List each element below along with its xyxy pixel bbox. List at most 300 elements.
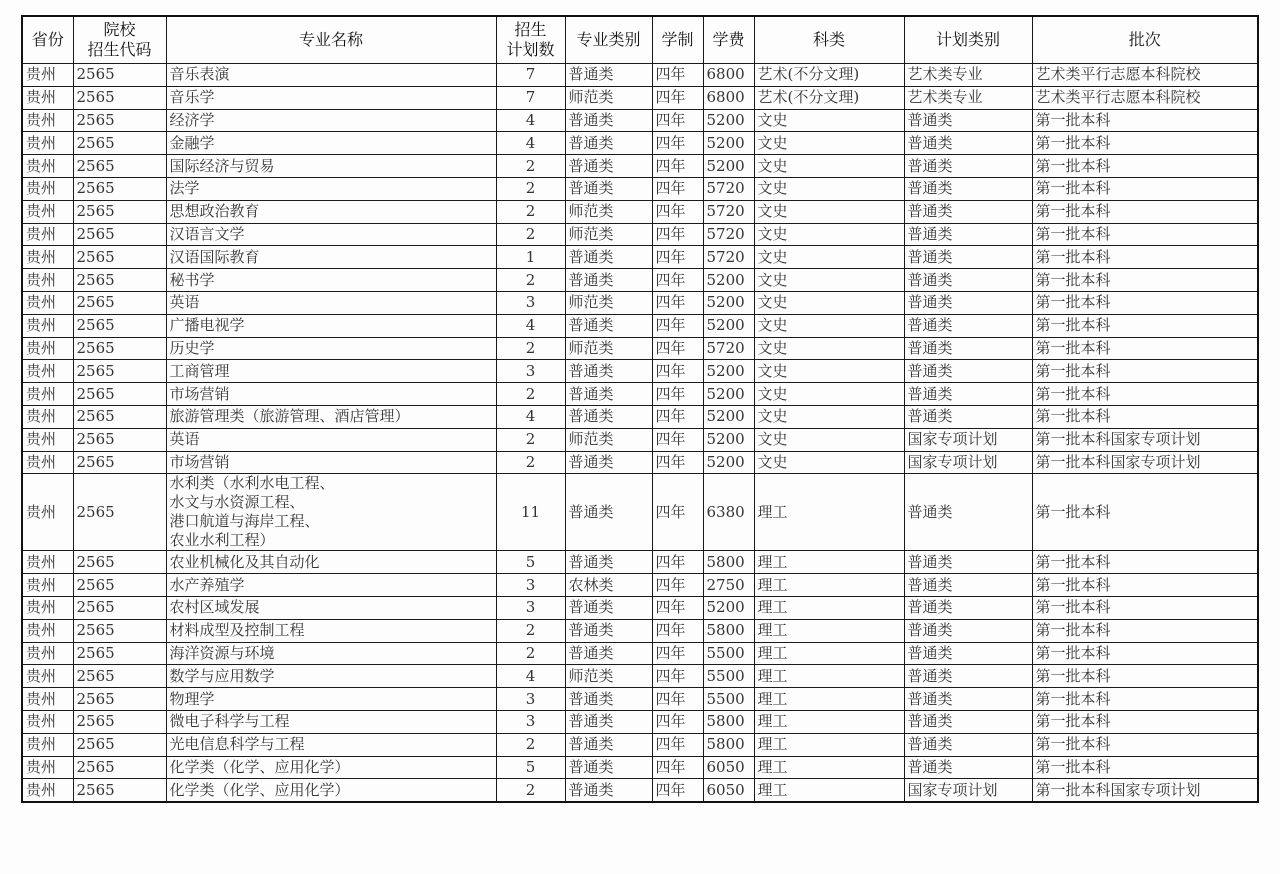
cell-plan-type: 普通类 (904, 132, 1032, 155)
cell-major-name: 水利类（水利水电工程、 水文与水资源工程、 港口航道与海岸工程、 农业水利工程） (166, 474, 496, 551)
cell-batch: 第一批本科 (1032, 291, 1258, 314)
cell-batch: 第一批本科 (1032, 246, 1258, 269)
cell-duration: 四年 (652, 132, 703, 155)
cell-school-code: 2565 (73, 314, 166, 337)
cell-batch: 第一批本科 (1032, 733, 1258, 756)
cell-batch: 第一批本科 (1032, 619, 1258, 642)
cell-province: 贵州 (22, 291, 73, 314)
cell-plan-count: 3 (496, 688, 565, 711)
cell-plan-type: 艺术类专业 (904, 64, 1032, 87)
cell-tuition: 5500 (703, 665, 754, 688)
cell-plan-type: 普通类 (904, 596, 1032, 619)
cell-tuition: 5720 (703, 223, 754, 246)
cell-province: 贵州 (22, 86, 73, 109)
table-row (22, 177, 1258, 200)
cell-plan-type: 普通类 (904, 177, 1032, 200)
cell-batch: 第一批本科 (1032, 688, 1258, 711)
table-row (22, 360, 1258, 383)
cell-plan-count: 2 (496, 642, 565, 665)
cell-duration: 四年 (652, 688, 703, 711)
cell-subject-type: 文史 (754, 405, 904, 428)
cell-major-category: 师范类 (565, 200, 652, 223)
cell-plan-count: 3 (496, 710, 565, 733)
cell-subject-type: 文史 (754, 337, 904, 360)
table-row (22, 132, 1258, 155)
cell-plan-count: 2 (496, 451, 565, 474)
cell-subject-type: 文史 (754, 360, 904, 383)
cell-province: 贵州 (22, 574, 73, 597)
cell-tuition: 5200 (703, 155, 754, 178)
cell-subject-type: 理工 (754, 733, 904, 756)
cell-major-category: 农林类 (565, 574, 652, 597)
header-plan-count-line2: 计划数 (506, 40, 555, 59)
cell-tuition: 5800 (703, 733, 754, 756)
cell-duration: 四年 (652, 155, 703, 178)
cell-plan-type: 普通类 (904, 269, 1032, 292)
table-header (22, 16, 1258, 64)
cell-school-code: 2565 (73, 200, 166, 223)
cell-major-name: 音乐学 (166, 86, 496, 109)
cell-school-code: 2565 (73, 688, 166, 711)
table-row (22, 756, 1258, 779)
cell-school-code: 2565 (73, 132, 166, 155)
cell-subject-type: 文史 (754, 428, 904, 451)
cell-school-code: 2565 (73, 619, 166, 642)
cell-duration: 四年 (652, 360, 703, 383)
cell-duration: 四年 (652, 756, 703, 779)
cell-school-code: 2565 (73, 155, 166, 178)
table-row (22, 428, 1258, 451)
cell-plan-type: 普通类 (904, 405, 1032, 428)
cell-subject-type: 文史 (754, 132, 904, 155)
cell-plan-count: 4 (496, 109, 565, 132)
cell-major-name: 汉语国际教育 (166, 246, 496, 269)
cell-duration: 四年 (652, 665, 703, 688)
cell-school-code: 2565 (73, 86, 166, 109)
cell-plan-count: 3 (496, 360, 565, 383)
cell-duration: 四年 (652, 200, 703, 223)
cell-major-name: 音乐表演 (166, 64, 496, 87)
cell-subject-type: 理工 (754, 574, 904, 597)
cell-plan-count: 4 (496, 132, 565, 155)
cell-plan-type: 普通类 (904, 360, 1032, 383)
cell-subject-type: 理工 (754, 665, 904, 688)
cell-major-name: 农村区域发展 (166, 596, 496, 619)
cell-major-name: 物理学 (166, 688, 496, 711)
cell-batch: 第一批本科国家专项计划 (1032, 779, 1258, 802)
table-row (22, 223, 1258, 246)
cell-major-category: 普通类 (565, 710, 652, 733)
cell-batch: 第一批本科 (1032, 314, 1258, 337)
cell-batch: 第一批本科 (1032, 383, 1258, 406)
cell-province: 贵州 (22, 132, 73, 155)
cell-school-code: 2565 (73, 596, 166, 619)
cell-duration: 四年 (652, 405, 703, 428)
cell-province: 贵州 (22, 642, 73, 665)
header-major-category: 专业类别 (565, 16, 652, 64)
cell-major-name: 旅游管理类（旅游管理、酒店管理） (166, 405, 496, 428)
cell-subject-type: 文史 (754, 177, 904, 200)
cell-batch: 第一批本科 (1032, 551, 1258, 574)
cell-plan-type: 国家专项计划 (904, 451, 1032, 474)
cell-tuition: 5800 (703, 619, 754, 642)
cell-batch: 第一批本科 (1032, 177, 1258, 200)
cell-subject-type: 艺术(不分文理) (754, 64, 904, 87)
cell-plan-type: 普通类 (904, 314, 1032, 337)
cell-major-category: 普通类 (565, 155, 652, 178)
cell-duration: 四年 (652, 383, 703, 406)
table-row (22, 779, 1258, 802)
cell-plan-type: 普通类 (904, 474, 1032, 551)
cell-major-category: 普通类 (565, 246, 652, 269)
enrollment-plan-table (21, 15, 1259, 803)
cell-subject-type: 文史 (754, 155, 904, 178)
cell-plan-count: 2 (496, 733, 565, 756)
cell-duration: 四年 (652, 64, 703, 87)
cell-province: 贵州 (22, 177, 73, 200)
cell-plan-count: 2 (496, 155, 565, 178)
cell-province: 贵州 (22, 246, 73, 269)
cell-subject-type: 理工 (754, 596, 904, 619)
cell-duration: 四年 (652, 177, 703, 200)
cell-tuition: 5200 (703, 109, 754, 132)
cell-province: 贵州 (22, 383, 73, 406)
cell-major-name: 材料成型及控制工程 (166, 619, 496, 642)
cell-school-code: 2565 (73, 383, 166, 406)
cell-plan-type: 普通类 (904, 733, 1032, 756)
cell-duration: 四年 (652, 428, 703, 451)
cell-tuition: 5720 (703, 246, 754, 269)
cell-school-code: 2565 (73, 642, 166, 665)
cell-tuition: 5720 (703, 177, 754, 200)
cell-plan-count: 5 (496, 551, 565, 574)
cell-school-code: 2565 (73, 779, 166, 802)
cell-plan-count: 3 (496, 291, 565, 314)
cell-province: 贵州 (22, 64, 73, 87)
cell-plan-type: 国家专项计划 (904, 779, 1032, 802)
cell-plan-type: 普通类 (904, 109, 1032, 132)
cell-plan-count: 1 (496, 246, 565, 269)
cell-major-name: 化学类（化学、应用化学） (166, 779, 496, 802)
cell-school-code: 2565 (73, 733, 166, 756)
cell-major-name: 国际经济与贸易 (166, 155, 496, 178)
cell-plan-type: 普通类 (904, 155, 1032, 178)
cell-province: 贵州 (22, 428, 73, 451)
cell-province: 贵州 (22, 337, 73, 360)
table-row (22, 291, 1258, 314)
cell-duration: 四年 (652, 86, 703, 109)
cell-school-code: 2565 (73, 360, 166, 383)
cell-province: 贵州 (22, 779, 73, 802)
cell-tuition: 5200 (703, 383, 754, 406)
cell-school-code: 2565 (73, 405, 166, 428)
cell-tuition: 5200 (703, 291, 754, 314)
table-row (22, 383, 1258, 406)
cell-tuition: 5200 (703, 360, 754, 383)
cell-subject-type: 文史 (754, 109, 904, 132)
cell-major-category: 普通类 (565, 109, 652, 132)
cell-major-name: 市场营销 (166, 451, 496, 474)
cell-subject-type: 艺术(不分文理) (754, 86, 904, 109)
cell-province: 贵州 (22, 200, 73, 223)
cell-batch: 艺术类平行志愿本科院校 (1032, 86, 1258, 109)
cell-subject-type: 理工 (754, 779, 904, 802)
cell-subject-type: 文史 (754, 291, 904, 314)
cell-province: 贵州 (22, 451, 73, 474)
cell-subject-type: 文史 (754, 269, 904, 292)
table-row (22, 86, 1258, 109)
cell-plan-type: 普通类 (904, 246, 1032, 269)
cell-plan-count: 2 (496, 779, 565, 802)
cell-tuition: 5800 (703, 710, 754, 733)
cell-subject-type: 文史 (754, 314, 904, 337)
cell-batch: 第一批本科 (1032, 132, 1258, 155)
cell-province: 贵州 (22, 665, 73, 688)
cell-subject-type: 理工 (754, 551, 904, 574)
cell-major-name: 思想政治教育 (166, 200, 496, 223)
cell-school-code: 2565 (73, 428, 166, 451)
cell-major-category: 普通类 (565, 596, 652, 619)
cell-tuition: 6800 (703, 64, 754, 87)
cell-plan-count: 2 (496, 337, 565, 360)
cell-major-name: 英语 (166, 428, 496, 451)
cell-major-category: 普通类 (565, 64, 652, 87)
cell-school-code: 2565 (73, 269, 166, 292)
cell-province: 贵州 (22, 596, 73, 619)
header-plan-count (496, 16, 565, 64)
header-school-code-line1: 院校 (103, 20, 136, 39)
cell-plan-count: 2 (496, 177, 565, 200)
cell-major-category: 普通类 (565, 688, 652, 711)
cell-subject-type: 理工 (754, 710, 904, 733)
cell-major-category: 普通类 (565, 756, 652, 779)
cell-province: 贵州 (22, 223, 73, 246)
cell-school-code: 2565 (73, 291, 166, 314)
cell-school-code: 2565 (73, 665, 166, 688)
cell-subject-type: 理工 (754, 688, 904, 711)
table-row (22, 246, 1258, 269)
cell-major-name: 光电信息科学与工程 (166, 733, 496, 756)
cell-tuition: 6800 (703, 86, 754, 109)
cell-duration: 四年 (652, 223, 703, 246)
table-row (22, 596, 1258, 619)
cell-major-category: 师范类 (565, 428, 652, 451)
table-row (22, 405, 1258, 428)
cell-duration: 四年 (652, 291, 703, 314)
cell-batch: 第一批本科 (1032, 269, 1258, 292)
cell-plan-type: 普通类 (904, 619, 1032, 642)
cell-duration: 四年 (652, 314, 703, 337)
table-row (22, 314, 1258, 337)
cell-major-name: 工商管理 (166, 360, 496, 383)
cell-plan-type: 普通类 (904, 665, 1032, 688)
header-row (22, 16, 1258, 64)
cell-plan-type: 普通类 (904, 710, 1032, 733)
cell-batch: 第一批本科 (1032, 223, 1258, 246)
cell-batch: 第一批本科国家专项计划 (1032, 451, 1258, 474)
cell-province: 贵州 (22, 155, 73, 178)
table-row (22, 337, 1258, 360)
table-row (22, 451, 1258, 474)
cell-batch: 第一批本科 (1032, 337, 1258, 360)
cell-tuition: 6050 (703, 756, 754, 779)
cell-major-category: 普通类 (565, 269, 652, 292)
cell-major-category: 普通类 (565, 551, 652, 574)
cell-plan-count: 7 (496, 64, 565, 87)
cell-province: 贵州 (22, 109, 73, 132)
cell-major-name: 秘书学 (166, 269, 496, 292)
cell-plan-type: 普通类 (904, 756, 1032, 779)
cell-school-code: 2565 (73, 223, 166, 246)
cell-duration: 四年 (652, 596, 703, 619)
cell-tuition: 5800 (703, 551, 754, 574)
cell-subject-type: 理工 (754, 619, 904, 642)
cell-province: 贵州 (22, 710, 73, 733)
cell-tuition: 5200 (703, 132, 754, 155)
cell-subject-type: 理工 (754, 474, 904, 551)
cell-major-category: 师范类 (565, 223, 652, 246)
cell-major-category: 普通类 (565, 132, 652, 155)
cell-batch: 第一批本科 (1032, 405, 1258, 428)
cell-major-category: 普通类 (565, 177, 652, 200)
cell-province: 贵州 (22, 360, 73, 383)
cell-batch: 第一批本科 (1032, 710, 1258, 733)
cell-province: 贵州 (22, 269, 73, 292)
cell-province: 贵州 (22, 756, 73, 779)
cell-batch: 第一批本科 (1032, 474, 1258, 551)
cell-major-category: 普通类 (565, 733, 652, 756)
cell-major-name: 历史学 (166, 337, 496, 360)
cell-plan-type: 普通类 (904, 383, 1032, 406)
cell-duration: 四年 (652, 619, 703, 642)
cell-major-category: 普通类 (565, 474, 652, 551)
cell-province: 贵州 (22, 733, 73, 756)
cell-major-category: 师范类 (565, 665, 652, 688)
cell-province: 贵州 (22, 619, 73, 642)
header-major-name: 专业名称 (166, 16, 496, 64)
cell-plan-type: 普通类 (904, 291, 1032, 314)
cell-tuition: 5200 (703, 451, 754, 474)
table-body (22, 64, 1258, 803)
header-plan-count-line1: 招生 (514, 20, 547, 39)
cell-batch: 第一批本科 (1032, 574, 1258, 597)
cell-tuition: 2750 (703, 574, 754, 597)
cell-major-name: 法学 (166, 177, 496, 200)
cell-major-name: 化学类（化学、应用化学） (166, 756, 496, 779)
cell-tuition: 5720 (703, 337, 754, 360)
cell-school-code: 2565 (73, 574, 166, 597)
cell-plan-type: 普通类 (904, 223, 1032, 246)
cell-plan-count: 4 (496, 665, 565, 688)
cell-province: 贵州 (22, 405, 73, 428)
cell-school-code: 2565 (73, 337, 166, 360)
cell-plan-count: 2 (496, 383, 565, 406)
cell-major-name: 广播电视学 (166, 314, 496, 337)
header-duration: 学制 (652, 16, 703, 64)
cell-tuition: 5200 (703, 428, 754, 451)
cell-province: 贵州 (22, 688, 73, 711)
cell-batch: 第一批本科 (1032, 200, 1258, 223)
cell-school-code: 2565 (73, 710, 166, 733)
cell-duration: 四年 (652, 574, 703, 597)
table-row (22, 665, 1258, 688)
cell-batch: 第一批本科 (1032, 360, 1258, 383)
cell-plan-count: 2 (496, 269, 565, 292)
cell-school-code: 2565 (73, 451, 166, 474)
cell-major-category: 师范类 (565, 291, 652, 314)
table-row (22, 474, 1258, 551)
cell-plan-count: 4 (496, 314, 565, 337)
cell-major-category: 师范类 (565, 337, 652, 360)
cell-duration: 四年 (652, 451, 703, 474)
cell-plan-type: 普通类 (904, 688, 1032, 711)
cell-subject-type: 文史 (754, 223, 904, 246)
cell-tuition: 5200 (703, 596, 754, 619)
cell-plan-count: 2 (496, 619, 565, 642)
cell-school-code: 2565 (73, 109, 166, 132)
header-school-code (73, 16, 166, 64)
cell-major-category: 普通类 (565, 642, 652, 665)
cell-duration: 四年 (652, 246, 703, 269)
cell-plan-type: 普通类 (904, 574, 1032, 597)
cell-batch: 第一批本科 (1032, 665, 1258, 688)
cell-major-name: 水产养殖学 (166, 574, 496, 597)
table-row (22, 269, 1258, 292)
cell-subject-type: 文史 (754, 383, 904, 406)
cell-major-name: 市场营销 (166, 383, 496, 406)
cell-major-name: 海洋资源与环境 (166, 642, 496, 665)
cell-tuition: 5720 (703, 200, 754, 223)
cell-province: 贵州 (22, 474, 73, 551)
table-row (22, 155, 1258, 178)
cell-school-code: 2565 (73, 756, 166, 779)
header-subject-type: 科类 (754, 16, 904, 64)
cell-plan-type: 艺术类专业 (904, 86, 1032, 109)
cell-batch: 第一批本科 (1032, 596, 1258, 619)
cell-subject-type: 文史 (754, 200, 904, 223)
header-tuition: 学费 (703, 16, 754, 64)
table-row (22, 574, 1258, 597)
cell-subject-type: 理工 (754, 756, 904, 779)
cell-batch: 第一批本科 (1032, 155, 1258, 178)
header-batch: 批次 (1032, 16, 1258, 64)
cell-subject-type: 理工 (754, 642, 904, 665)
cell-batch: 第一批本科 (1032, 756, 1258, 779)
cell-plan-type: 普通类 (904, 642, 1032, 665)
table-row (22, 109, 1258, 132)
cell-plan-count: 2 (496, 223, 565, 246)
cell-tuition: 5500 (703, 688, 754, 711)
cell-plan-type: 普通类 (904, 200, 1032, 223)
cell-batch: 艺术类平行志愿本科院校 (1032, 64, 1258, 87)
cell-duration: 四年 (652, 551, 703, 574)
cell-major-name: 数学与应用数学 (166, 665, 496, 688)
cell-duration: 四年 (652, 733, 703, 756)
cell-tuition: 5200 (703, 314, 754, 337)
cell-school-code: 2565 (73, 64, 166, 87)
cell-duration: 四年 (652, 109, 703, 132)
cell-major-name: 英语 (166, 291, 496, 314)
cell-major-category: 师范类 (565, 86, 652, 109)
cell-plan-count: 7 (496, 86, 565, 109)
cell-duration: 四年 (652, 710, 703, 733)
cell-batch: 第一批本科 (1032, 642, 1258, 665)
cell-tuition: 6380 (703, 474, 754, 551)
cell-school-code: 2565 (73, 474, 166, 551)
cell-school-code: 2565 (73, 246, 166, 269)
cell-major-category: 普通类 (565, 383, 652, 406)
cell-major-category: 普通类 (565, 451, 652, 474)
